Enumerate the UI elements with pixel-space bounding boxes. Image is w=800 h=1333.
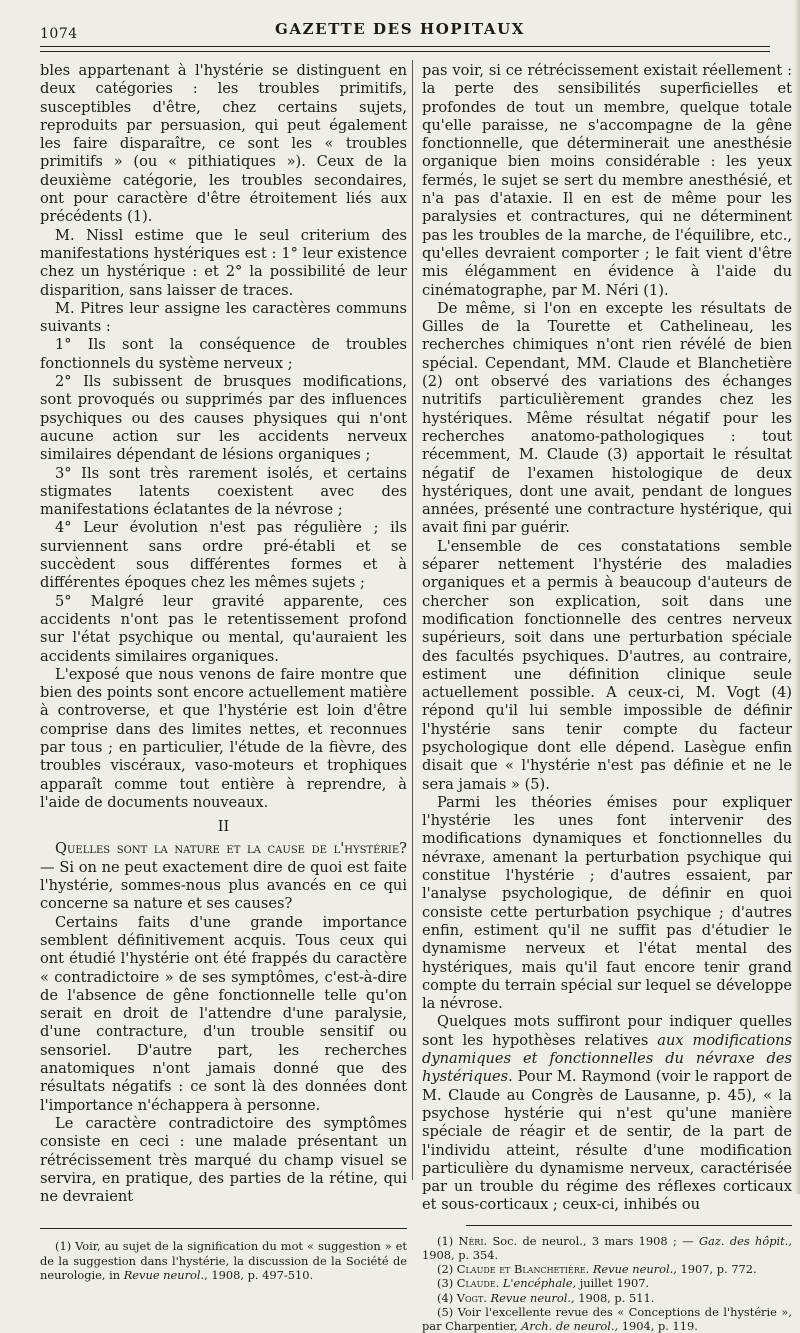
footnote-author: Vogt. bbox=[456, 1290, 487, 1305]
section-number: II bbox=[217, 818, 230, 836]
footnote-text: juillet 1907. bbox=[576, 1276, 650, 1291]
header-rule-thin bbox=[40, 51, 770, 52]
footnote-author: Claude. bbox=[456, 1276, 500, 1291]
footnote bbox=[40, 1239, 407, 1282]
paragraph: M. Pitres leur assigne les caractères communs suivants : bbox=[40, 299, 407, 336]
paragraph-text: Quelques mots suffiront pour indiquer quelles sont les hypothèses relatives bbox=[422, 1013, 792, 1049]
footnote-text: (5) Voir l'excellente revue des « Conceptions de l'hystérie », par Charpentier, bbox=[422, 1304, 792, 1333]
right-column bbox=[422, 62, 792, 1333]
paragraph: 3° Ils sont très rarement isolés, et certains stigmates latents coexistent avec des manifestations éclatantes de la névrose ; bbox=[40, 464, 407, 519]
footnote-author: Claude et Blanchetière. bbox=[456, 1262, 590, 1277]
header-rule-thick bbox=[40, 46, 770, 47]
paragraph: M. Nissl estime que le seul criterium des manifestations hystériques est : 1° leur existence chez un hystérique : et 2° la possibilité de leur disparition, sans laisser de traces. bbox=[40, 226, 407, 299]
paragraph-text: — Si on ne peut exactement dire de quoi est faite l'hystérie, sommes-nous plus avancés en ce qui concerne sa nature et ses causes? bbox=[40, 858, 407, 913]
paragraph: L'exposé que nous venons de faire montre que bien des points sont encore actuellement matière à controverse, et que l'hystérie est loin d'être comprise dans des limites nettes, et reconnues par tous ; en particulier, l'étude de la fièvre, des troubles viscéraux, vaso-moteurs et trophiques apparaît comme tout entière à reprendre, à l'aide de documents nouveaux. bbox=[40, 665, 407, 811]
emphasis-text: aux modifications dynamiques et fonctionnelles du névraxe des hystériques. bbox=[422, 1031, 793, 1086]
footnote-text: (2) bbox=[437, 1262, 457, 1277]
paragraph bbox=[40, 840, 407, 913]
footnote bbox=[422, 1262, 792, 1276]
paragraph-text: Pour M. Raymond (voir le rapport de M. Claude au Congrès de Lausanne, p. 45), « la psychose hystérie qui n'est qu'une manière spéciale de réagir et de sentir, de la part de l'individu atteint, résulte d'une modification particulière du dynamisme nerveux, caractérisée par un trouble du régime des réflexes corticaux et sous-corticaux ; ceux-ci, inhibés ou bbox=[422, 1068, 792, 1214]
footnote-rule bbox=[466, 1225, 792, 1226]
footnote-journal: Revue neurol., bbox=[486, 1290, 575, 1305]
paragraph: Certains faits d'une grande importance semblent définitivement acquis. Tous ceux qui ont étudié l'hystérie ont été frappés du caractère « contradictoire » de ses symptômes, c'est-à-dire de l'absence de gêne fonctionnelle telle qu'on serait en droit de l'attendre d'une paralysie, d'une contracture, d'un trouble sensitif ou sensoriel. D'autre part, les recherches anatomiques n'ont jamais donné que des résultats négatifs : ce sont là des données dont l'importance n'échappera à personne. bbox=[40, 913, 407, 1114]
footnote-text: (4) bbox=[437, 1290, 457, 1305]
paragraph: 2° Ils subissent de brusques modifications, sont provoqués ou supprimés par des influences psychiques ou des causes physiques qui n'ont aucune action sur les accidents nerveux similaires dépendant de lésions organiques ; bbox=[40, 373, 407, 464]
paragraph: 5° Malgré leur gravité apparente, ces accidents n'ont pas le retentissement profond sur l'état psychique ou mental, qu'auraient les accidents similaires organiques. bbox=[40, 592, 407, 665]
footnote-text: (3) bbox=[437, 1276, 457, 1291]
page-edge-shadow bbox=[794, 0, 800, 1194]
section-title: Quelles sont la nature et la cause de l'hystérie? bbox=[55, 840, 407, 858]
paragraph: 4° Leur évolution n'est pas régulière ; ils surviennent sans ordre pré-établi et se succèdent sous différentes formes et à différentes époques chez les mêmes sujets ; bbox=[40, 519, 407, 592]
page-number: 1074 bbox=[40, 26, 78, 42]
footnote bbox=[422, 1305, 792, 1333]
footnote-text: (1) bbox=[437, 1233, 459, 1248]
left-column bbox=[40, 62, 407, 1282]
footnote-rule bbox=[40, 1228, 407, 1229]
footnote-journal: Arch. de neurol., bbox=[521, 1318, 619, 1333]
footnote-text: 1908, p. 354. bbox=[422, 1247, 499, 1262]
footnote-text: (1) Voir, au sujet de la signification du mot « suggestion » et de la suggestion dans l'hystérie, la discussion de la Société de neurologie, in bbox=[40, 1239, 407, 1282]
paragraph: bles appartenant à l'hystérie se distinguent en deux catégories : les troubles primitifs, susceptibles d'être, chez certains sujets, reproduits par persuasion, qui peut également les faire disparaître, ce sont les « troubles primitifs » (ou « pithiatiques »). Ceux de la deuxième catégorie, les troubles secondaires, ont pour caractère d'être étroitement liés aux précédents (1). bbox=[40, 62, 407, 226]
footnote bbox=[422, 1234, 792, 1262]
footnote-journal: L'encéphale, bbox=[499, 1276, 577, 1291]
footnote-text: 1904, p. 119. bbox=[618, 1318, 698, 1333]
paragraph: Parmi les théories émises pour expliquer l'hystérie les unes font intervenir des modifications dynamiques et fonctionnelles du névraxe, amenant la perturbation psychique qui constitue l'hystérie ; d'autres essaient, par l'analyse psychologique, de définir en quoi consiste cette perturbation psychique ; d'autres enfin, estiment qu'il ne suffit pas d'étudier le dynamisme nerveux et l'état mental des hystériques, mais qu'il faut encore tenir grand compte du terrain spécial sur lequel se développe la névrose. bbox=[422, 793, 792, 1013]
footnote bbox=[422, 1276, 792, 1290]
paragraph: L'ensemble de ces constatations semble séparer nettement l'hystérie des maladies organiques et a permis à beaucoup d'auteurs de chercher son explication, soit dans une modification fonctionnelle des centres nerveux supérieurs, soit dans une perturbation spéciale des facultés psychiques. D'autres, au contraire, estiment une définition clinique seule actuellement possible. A ceux-ci, M. Vogt (4) répond qu'il lui semble impossible de définir l'hystérie sans tenir compte du facteur psychologique dont elle dépend. Lasègue enfin disait que « l'hystérie n'est pas définie et ne le sera jamais » (5). bbox=[422, 537, 792, 793]
paragraph: Le caractère contradictoire des symptômes consiste en ceci : une malade présentant un rétrécissement très marqué du champ visuel se servira, en pratique, des parties de la rétine, qui ne devraient bbox=[40, 1114, 407, 1206]
footnote-journal: Gaz. des hôpit., bbox=[698, 1233, 792, 1248]
footnote-journal: Revue neurol. bbox=[123, 1267, 205, 1282]
footnote-text: , 1908, p. 497-510. bbox=[204, 1267, 314, 1282]
footnote-text: Soc. de neurol., 3 mars 1908 ; — bbox=[487, 1233, 699, 1248]
footnote-journal: Revue neurol., bbox=[589, 1262, 677, 1277]
running-title: GAZETTE DES HOPITAUX bbox=[274, 20, 525, 38]
footnote-text: 1908, p. 511. bbox=[574, 1290, 655, 1305]
paragraph: pas voir, si ce rétrécissement existait réellement : la perte des sensibilités superficielles et profondes de tout un membre, quelque totale qu'elle paraisse, ne s'accompagne de la gêne fonctionnelle, que déterminerait une anesthésie organique bien moins considérable : les yeux fermés, le sujet se sert du membre anesthésié, et n'a pas d'ataxie. Il en est de même pour les paralysies et contractures, qui ne déterminent pas les troubles de la marche, de l'équilibre, etc., qu'elles devraient comporter ; le fait vient d'être mis élégamment en évidence à l'aide du cinématographe, par M. Néri (1). bbox=[422, 62, 792, 299]
paragraph: De même, si l'on en excepte les résultats de Gilles de la Tourette et Cathelineau, les recherches chimiques n'ont rien révélé de bien spécial. Cependant, MM. Claude et Blanchetière (2) ont observé des variations des échanges nutritifs particulièrement grandes chez les hystériques. Même résultat négatif pour les recherches anatomo-pathologiques : tout récemment, M. Claude (3) apportait le résultat négatif de l'examen histologique de deux hystériques, dont une avait, pendant de longues années, présenté une contracture hystérique, qui avait fini par guérir. bbox=[422, 299, 792, 537]
footnote-text: 1907, p. 772. bbox=[676, 1262, 757, 1277]
column-separator bbox=[412, 60, 413, 1180]
paragraph: 1° Ils sont la conséquence de troubles fonctionnels du système nerveux ; bbox=[40, 336, 407, 372]
footnote-author: Néri. bbox=[458, 1233, 488, 1248]
paragraph bbox=[422, 1013, 792, 1214]
footnote bbox=[422, 1291, 792, 1305]
